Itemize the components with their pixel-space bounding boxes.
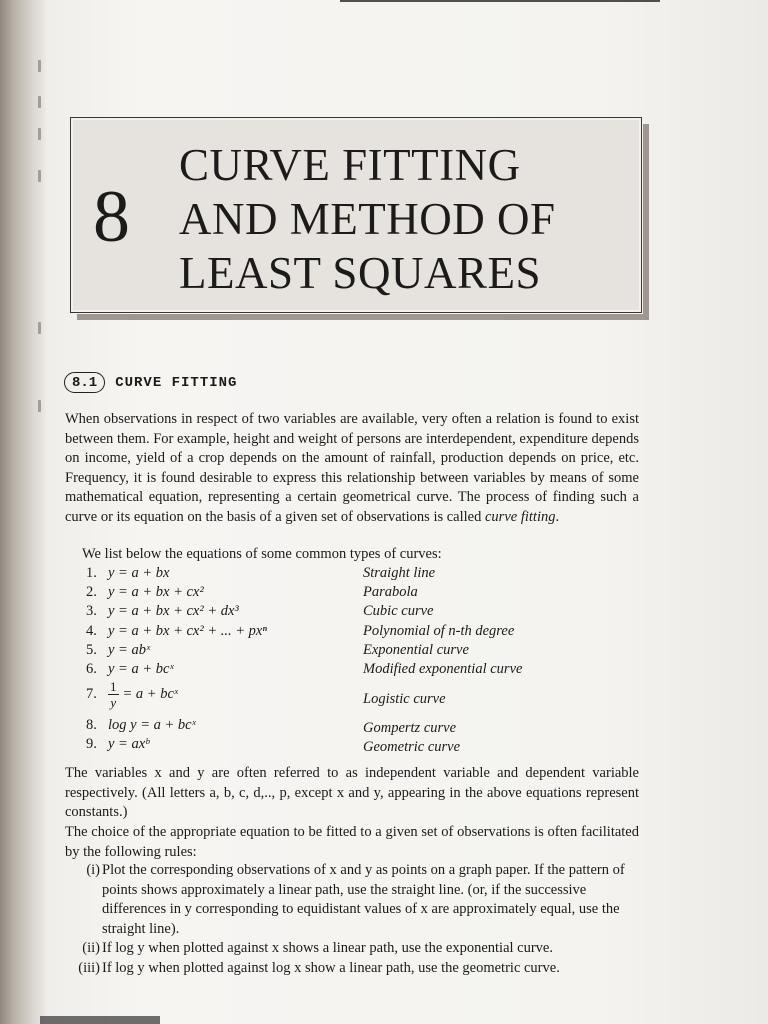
rule-item: [66, 861, 646, 939]
equation-row: [86, 642, 469, 659]
equation-row: [86, 623, 515, 640]
equation-number: 5.: [86, 642, 97, 658]
rule-number: (iii): [78, 959, 100, 976]
equation-row: [86, 736, 461, 755]
equation-row: [86, 603, 434, 620]
rule-number: (ii): [82, 940, 100, 956]
curve-name: Modified exponential curve: [363, 661, 523, 677]
equation: y = axᵇ: [108, 736, 150, 752]
equation-row: [86, 565, 436, 582]
variables-paragraph: The variables x and y are often referred to as independent variable and dependent variable respectively. (All letters a, b, c, d,.., p, except x and y, appearing in the above equations represent constants.): [65, 765, 639, 820]
rule-item: [66, 939, 646, 959]
equation: y = a + bx + cx²: [108, 584, 204, 600]
equation-row: [86, 717, 457, 736]
equation-row: [86, 661, 523, 678]
chapter-title-line: CURVE FITTING: [179, 140, 521, 190]
equation-number: 9.: [86, 736, 97, 752]
rule-text: If log y when plotted against x shows a linear path, use the exponential curve.: [102, 940, 553, 956]
fraction-numerator: 1: [110, 679, 117, 694]
fraction-denominator: y: [110, 695, 117, 710]
bottom-edge-mark: [40, 1016, 160, 1024]
section-heading: [64, 372, 237, 393]
curve-name: Polynomial of n-th degree: [363, 623, 515, 639]
equation-number: 1.: [86, 565, 97, 581]
equation: log y = a + bcˣ: [108, 717, 196, 733]
equation-row: [86, 584, 418, 601]
paragraph-term: curve fitting: [485, 508, 556, 525]
book-spine-shadow: [0, 0, 46, 1024]
curve-name: Cubic curve: [363, 603, 434, 619]
paragraph-text: .: [555, 508, 560, 525]
equation: y = a + bx: [108, 565, 170, 581]
choice-paragraph: The choice of the appropriate equation to be fitted to a given set of observations is often facilitated by the following rules:: [65, 824, 639, 860]
chapter-title-line: LEAST SQUARES: [179, 248, 541, 298]
rule-item: [66, 959, 646, 979]
paragraph-text: When observations in respect of two variables are available, very often a relation is found to exist between them. For example, height and weight of persons are interdependent, expenditure depends on income, yield of a crop depends on the amount of rainfall, production depends on price, etc. Frequency, it is found desirable to express this relationship between variables by means of some mathematical equation, representing a certain geometrical curve. The process of finding such a curve or its equation on the basis of a given set of observations is called: [65, 411, 639, 525]
equation-number: 4.: [86, 623, 97, 639]
curve-name: Exponential curve: [363, 642, 469, 658]
chapter-number: 8: [93, 176, 130, 258]
equation: y = a + bx + cx² + dx³: [108, 603, 239, 619]
rules-list: [66, 861, 646, 978]
equation-number: 3.: [86, 603, 97, 619]
equation-number: 8.: [86, 717, 97, 733]
section-title: CURVE FITTING: [115, 374, 238, 391]
chapter-title-line: AND METHOD OF: [179, 194, 556, 244]
chapter-heading-box: [70, 117, 642, 313]
equation-row: [86, 679, 446, 710]
equation: y = abˣ: [108, 642, 151, 658]
chapter-title: [179, 138, 556, 300]
equation: y = a + bx + cx² + ... + pxⁿ: [108, 623, 267, 639]
curve-name: Geometric curve: [363, 739, 461, 755]
curve-name: Logistic curve: [363, 691, 446, 707]
equation: = a + bcˣ: [122, 686, 178, 702]
fraction: [108, 679, 119, 710]
curve-name: Straight line: [363, 565, 436, 581]
top-rule: [340, 0, 660, 2]
list-intro: We list below the equations of some common types of curves:: [82, 546, 442, 562]
intro-paragraph: [65, 410, 639, 527]
equation: y = a + bcˣ: [108, 661, 174, 677]
curve-name: Gompertz curve: [363, 720, 457, 736]
section-number: 8.1: [64, 372, 105, 393]
curve-name: Parabola: [363, 584, 418, 600]
equation-number: 2.: [86, 584, 97, 600]
rule-text: Plot the corresponding observations of x and y as points on a graph paper. If the pattern of points shows approximately a linear path, use the straight line. (or, if the successive differences in y corresponding to equidistant values of x are approximately equal, use the straight line).: [102, 862, 625, 937]
rule-text: If log y when plotted against log x show a linear path, use the geometric curve.: [102, 959, 560, 976]
equation-number: 6.: [86, 661, 97, 677]
equation-number: 7.: [86, 686, 97, 702]
rule-number: (i): [86, 862, 100, 878]
